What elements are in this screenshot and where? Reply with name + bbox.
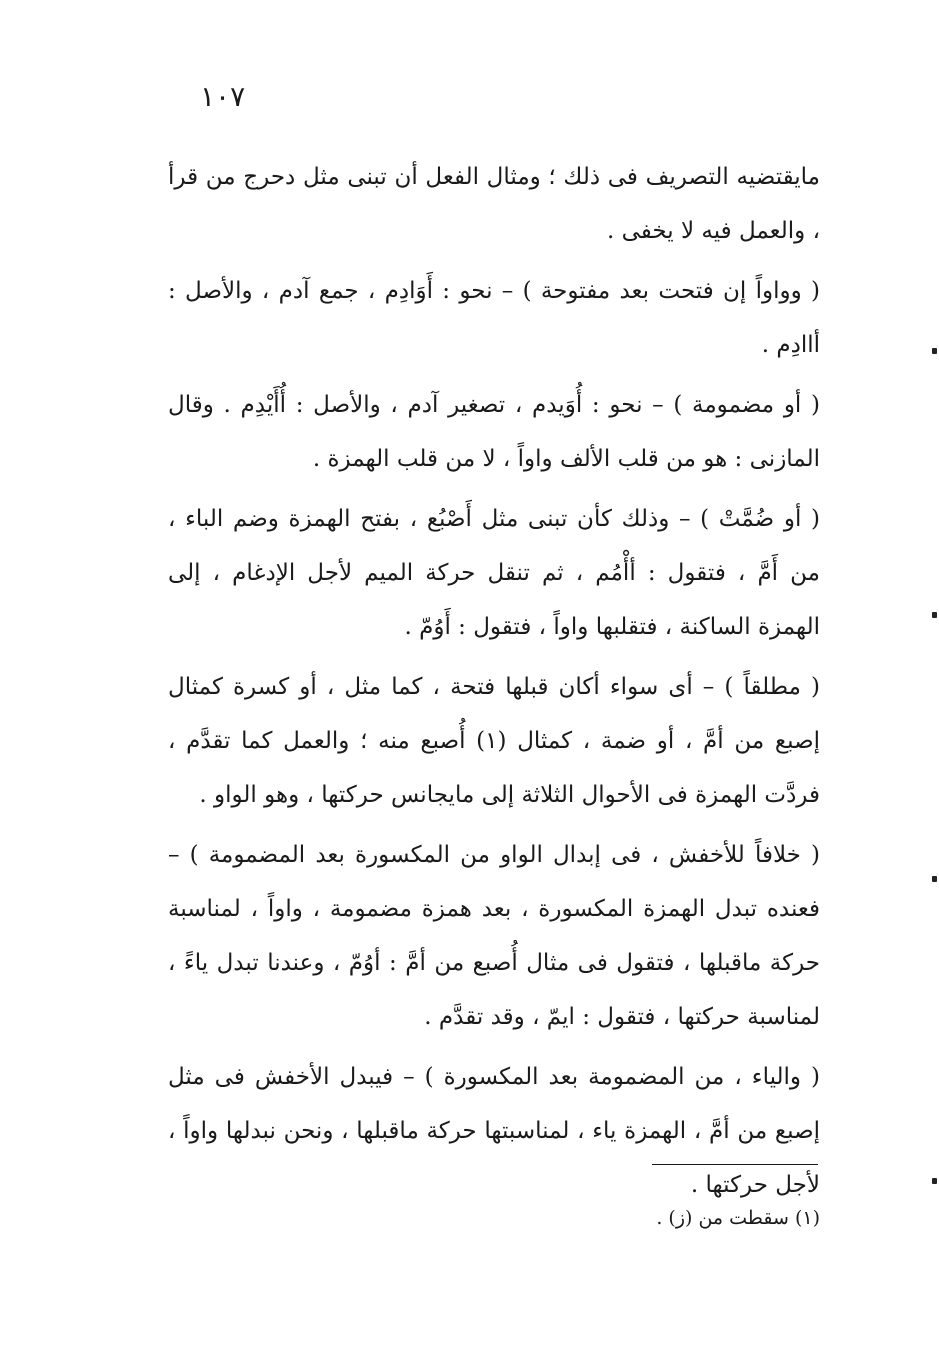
paragraph-1: مايقتضيه التصريف فى ذلك ؛ ومثال الفعل أن تبنى مثل دحرج من قرأ ، والعمل فيه لا يخفى . bbox=[168, 164, 820, 244]
paragraph-7: ( والياء ، من المضمومة بعد المكسورة ) – فيبدل الأخفش فى مثل إصبع من أمَّ ، الهمزة ياء ، لمناسبتها حركة ماقبلها ، ونحن نبدلها واواً ، لأجل حركتها . bbox=[168, 1064, 820, 1198]
footnote-divider bbox=[652, 1164, 818, 1165]
margin-mark bbox=[932, 612, 937, 618]
paragraph-5: ( مطلقاً ) – أى سواء أكان قبلها فتحة ، كما مثل ، أو كسرة كمثال إصبع من أمَّ ، أو ضمة ، كمثال (١) أُصبع منه ؛ والعمل كما تقدَّم ، فردَّت الهمزة فى الأحوال الثلاثة إلى مايجانس حركتها ، وهو الواو . bbox=[168, 674, 821, 808]
main-text bbox=[168, 150, 820, 1218]
page-number: ١٠٧ bbox=[200, 80, 246, 113]
margin-mark bbox=[932, 876, 937, 882]
footnote: (١) سقطت من (ز) . bbox=[656, 1207, 820, 1229]
paragraph-4: ( أو ضُمَّتْ ) – وذلك كأن تبنى مثل أَصْبُع ، بفتح الهمزة وضم الباء ، من أَمَّ ، فتقول : أأْمُم ، ثم تنقل حركة الميم لأجل الإدغام ، إلى الهمزة الساكنة ، فتقلبها واواً ، فتقول : أَوُمّ . bbox=[168, 506, 820, 640]
paragraph-3: ( أو مضمومة ) – نحو : أُوَيدم ، تصغير آدم ، والأصل : أُأَيْدِم . وقال المازنى : هو من قلب الألف واواً ، لا من قلب الهمزة . bbox=[168, 392, 820, 472]
margin-mark bbox=[932, 1178, 937, 1184]
paragraph-2: ( وواواً إن فتحت بعد مفتوحة ) – نحو : أَوَادِم ، جمع آدم ، والأصل : أاادِم . bbox=[168, 278, 820, 358]
paragraph-6: ( خلافاً للأخفش ، فى إبدال الواو من المكسورة بعد المضمومة ) – فعنده تبدل الهمزة المكسورة ، بعد همزة مضمومة ، واواً ، لمناسبة حركة ماقبلها ، فتقول فى مثال أُصبع من أمَّ : أوُمّ ، وعندنا تبدل ياءً ، لمناسبة حركتها ، فتقول : ايمّ ، وقد تقدَّم . bbox=[168, 842, 820, 1030]
margin-mark bbox=[932, 348, 937, 354]
